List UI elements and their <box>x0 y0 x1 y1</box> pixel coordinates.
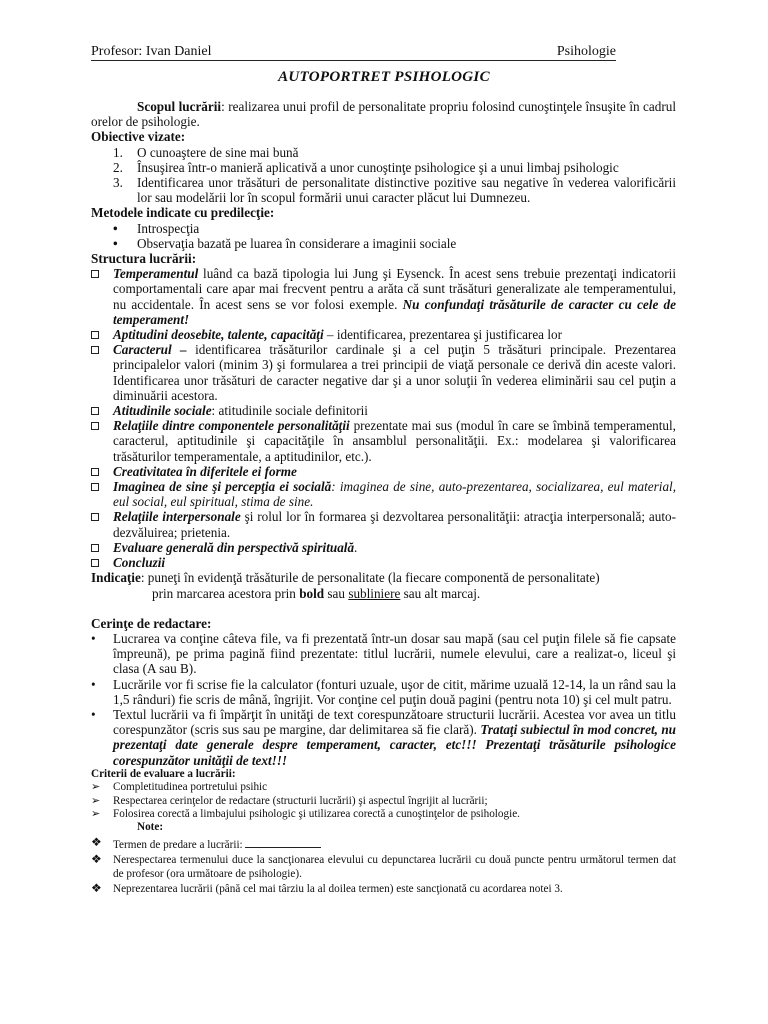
page-header <box>91 44 616 61</box>
list-item: • Introspecţia <box>113 220 200 236</box>
subject-name: Psihologie <box>556 44 616 59</box>
criteria-heading: Criterii de evaluare a lucrării: <box>91 767 236 780</box>
structure-list <box>91 266 676 570</box>
list-item: Temperamentul luând ca bază tipologia lui Jung şi Eysenck. În acest sens trebuie prezentaţi indicatorii comportamentali care apar mai frecvent pentru a arăta că sunt trăsături generalizate ale temperamentului, nu accidentale. În acest sens se vor folosi exemple. Nu confundaţi trăsăturile de caracter cu cele de temperament! <box>91 266 676 327</box>
methods-list <box>91 221 676 251</box>
list-item: Aptitudini deosebite, talente, capacităţi – identificarea, prezentarea şi justificarea lor <box>91 327 676 342</box>
square-bullet-icon <box>91 544 99 552</box>
diamond-bullet-icon: ❖ <box>91 834 102 849</box>
purpose-label: Scopul lucrării <box>137 99 222 114</box>
arrow-bullet-icon: ➢ <box>91 781 101 794</box>
teacher-name: Profesor: Ivan Daniel <box>91 44 212 59</box>
list-item: Evaluare generală din perspectivă spirituală. <box>91 540 676 555</box>
square-bullet-icon <box>91 407 99 415</box>
objectives-heading: Obiective vizate: <box>91 129 186 145</box>
purpose-text: : realizarea unui profil de personalitate propriu folosind cunoştinţele însuşite în cadrul orelor de psihologie. <box>91 99 677 130</box>
notes-list <box>91 834 676 897</box>
list-item: 3. Identificarea unor trăsături de personalitate distinctive pozitive sau negative în vederea valorificării lor sau modelării lor în scopul formării unui caracter plăcut lui Dumnezeu. <box>113 175 676 206</box>
square-bullet-icon <box>91 513 99 521</box>
square-bullet-icon <box>91 559 99 567</box>
square-bullet-icon <box>91 346 99 354</box>
list-item: • Observaţia bazată pe luarea în considerare a imaginii sociale <box>113 235 457 251</box>
requirements-list <box>91 631 676 768</box>
list-item: Atitudinile sociale: atitudinile sociale definitorii <box>91 403 676 418</box>
bullet-icon: • <box>91 706 96 722</box>
list-item: 2. Însuşirea într-o manieră aplicativă a unor cunoştinţe psihologice şi a unui limbaj psihologic <box>113 159 619 175</box>
document-title: AUTOPORTRET PSIHOLOGIC <box>278 69 490 85</box>
list-item: ❖ Nerespectarea termenului duce la sancţionarea elevului cu depunctarea lucrării cu două puncte pentru următorul termen dat de profesor (ora următoare de psihologie). <box>91 852 676 880</box>
square-bullet-icon <box>91 270 99 278</box>
arrow-bullet-icon: ➢ <box>91 794 101 807</box>
list-item: Concluzii <box>91 555 676 570</box>
list-item: Creativitatea în diferitele ei forme <box>91 464 676 479</box>
list-item: • Lucrarea va conţine câteva file, va fi prezentată într-un dosar sau mapă (sau cel puţin filele să fie capsate împreună), pe prima pagină fiind prezentate: titlul lucrării, numele elevului, care a realizat-o, liceul şi clasa (A sau B). <box>91 630 676 677</box>
square-bullet-icon <box>91 331 99 339</box>
objectives-list <box>91 145 676 206</box>
requirements-heading: Cerinţe de redactare: <box>91 615 212 631</box>
criteria-list <box>91 781 676 821</box>
structure-heading: Structura lucrării: <box>91 251 197 267</box>
list-item: Relaţiile dintre componentele personalităţii prezentate mai sus (modul în care se îmbină temperamentul, caracterul, aptitudinile şi capacităţile în ansamblul personalităţii. Ex.: modelarea şi valorificarea trăsăturilor temperamentale, a aptitudinilor, etc.). <box>91 418 676 464</box>
methods-heading: Metodele indicate cu predilecţie: <box>91 205 275 221</box>
indication-label: Indicaţie <box>91 570 141 586</box>
square-bullet-icon <box>91 483 99 491</box>
bullet-icon: • <box>91 630 96 646</box>
list-item: Relaţiile interpersonale şi rolul lor în formarea şi dezvoltarea personalităţii: atracţia interpersonală; auto-dezvăluirea; prietenia. <box>91 509 676 539</box>
list-item: Caracterul – identificarea trăsăturilor cardinale şi a cel puţin 5 trăsături principale. Prezentarea principalelor valori (minim 3) şi formularea a trei principii de viaţă personale ce derivă din aceste valori. Identificarea unor trăsături de caracter negative dar şi a unor soluţii în vederea eliminării sau cel puţin a diminuării acestora. <box>91 342 676 403</box>
list-item: ➢ Folosirea corectă a limbajului psihologic şi utilizarea corectă a cunoştinţelor de psihologie. <box>91 807 520 820</box>
bullet-icon: • <box>113 235 118 251</box>
list-item: ➢ Completitudinea portretului psihic <box>91 781 268 794</box>
list-item: 1. O cunoaştere de sine mai bună <box>113 144 299 160</box>
diamond-bullet-icon: ❖ <box>91 880 102 895</box>
bullet-icon: • <box>113 220 118 236</box>
document-body <box>91 99 676 896</box>
indication-block: Indicaţie: puneţi în evidenţă trăsăturile de personalitate (la fiecare componentă de personalitate) prin marcarea acestora prin bold sau subliniere sau alt marcaj. <box>91 570 600 601</box>
list-item: Imaginea de sine şi percepţia ei socială: imaginea de sine, auto-prezentarea, socializarea, eul material, eul social, eul spiritual, stima de sine. <box>91 479 676 509</box>
notes-heading: Note: <box>137 821 164 834</box>
list-item: • Lucrările vor fi scrise fie la calculator (fonturi uzuale, uşor de citit, mărime uzuală 12-14, la un rând sau la 1,5 rânduri) fie scris de mână, îngrijit. Vor conţine cel puţin două pagini (pentru nota 10) şi cel mult patru. <box>91 676 676 707</box>
square-bullet-icon <box>91 422 99 430</box>
purpose-paragraph <box>91 99 676 129</box>
diamond-bullet-icon: ❖ <box>91 852 102 867</box>
list-item: • Textul lucrării va fi împărţit în unităţi de text corespunzătoare structurii lucrării. Acestea vor avea un titlu corespunzător (scris sus sau pe margine, dar delimitarea să fie clară). Trataţi subiectul în mod concret, nu prezentaţi date generale despre temperament, caracter, etc!!! Prezentaţi trăsăturile psihologice corespunzător unităţii de text!!! <box>91 706 676 768</box>
list-item: ❖ Termen de predare a lucrării: <box>91 837 676 852</box>
square-bullet-icon <box>91 468 99 476</box>
arrow-bullet-icon: ➢ <box>91 807 101 820</box>
bullet-icon: • <box>91 676 96 692</box>
list-item: ➢ Respectarea cerinţelor de redactare (structurii lucrării) şi aspectul îngrijit al lucrării; <box>91 794 488 807</box>
list-item: ❖ Neprezentarea lucrării (până cel mai târziu la al doilea termen) este sancţionată cu acordarea notei 3. <box>91 880 563 895</box>
deadline-blank <box>245 837 321 848</box>
